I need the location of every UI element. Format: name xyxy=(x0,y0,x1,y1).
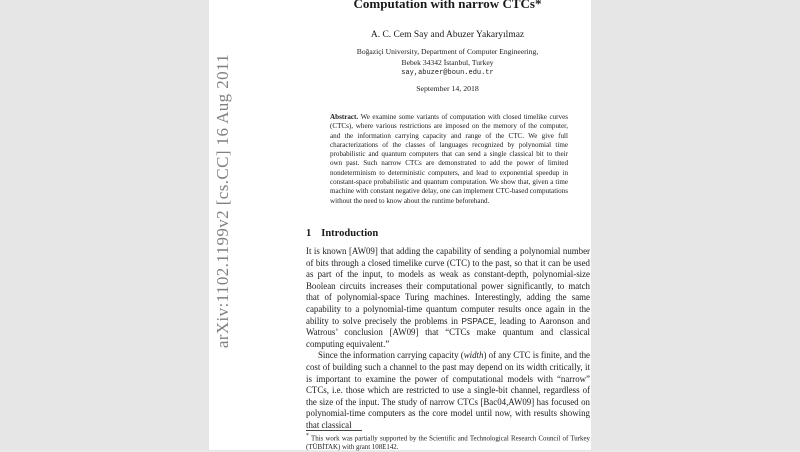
arxiv-stamp-text: arXiv:1102.1199v2 [cs.CC] 16 Aug 2011 xyxy=(213,53,232,349)
abstract xyxy=(330,113,568,206)
paragraph-2-text-end: ) of any CTC is finite, and the cost of building such a channel to the past may depend on its width critically, it is important to examine the power of computational models with “narrow” CTCs, i.e. those which are restricted to use a single-bit channel, regardless of the size of the input. The study of narrow CTCs [Bac04,AW09] has focused on polynomial-time computers as the core model until now, with results showing that classical xyxy=(306,350,590,430)
arxiv-stamp xyxy=(213,53,232,349)
footnote-text: This work was partially supported by the Scientific and Technological Research Council of Turkey (TÜBİTAK) with grant 108E142. xyxy=(306,435,590,452)
footnote-mark: * xyxy=(306,433,309,439)
paper-title: Computation with narrow CTCs* xyxy=(353,0,542,11)
paragraph-1 xyxy=(306,246,590,350)
paragraph-1-text: It is known [AW09] that adding the capability of sending a polynomial number of bits through a closed timelike curve (CTC) to the past, so that it can be used as part of the input, to models as weak as constant-depth, polynomial-size Boolean circuits increases their computational power significantly, to match that of polynomial-space Turing machines. Interestingly, adding the same capability to a polynomial-time quantum computer results once again in the ability to solve precisely the problems in xyxy=(306,246,590,326)
author-email: say,abuzer@boun.edu.tr xyxy=(401,69,494,77)
affiliation xyxy=(305,47,590,79)
section-heading xyxy=(306,228,378,239)
pspace-class: PSPACE xyxy=(461,316,495,326)
affiliation-line-2: Bebek 34342 İstanbul, Turkey xyxy=(401,57,494,67)
width-term: width xyxy=(463,350,484,361)
viewer-margin-right xyxy=(591,0,800,450)
section-number: 1 xyxy=(306,228,312,239)
footnote-rule xyxy=(306,430,362,431)
footnote xyxy=(306,432,590,452)
paper-authors: A. C. Cem Say and Abuzer Yakaryılmaz xyxy=(370,30,525,40)
affiliation-line-1: Boğaziçi University, Department of Computer Engineering, xyxy=(356,47,539,56)
abstract-text: We examine some variants of computation with closed timelike curves (CTCs), where various restrictions are imposed on the memory of the computer, and the information carrying capacity and range of the CTC. We give full characterizations of the classes of languages recognized by polynomial time probabilistic and quantum computers that can send a single classical bit to their own past. Such narrow CTCs are demonstrated to add the power of limited nondeterminism to deterministic computers, and lead to exponential speedup in constant-space probabilistic and quantum computation. We show that, given a time machine with constant negative delay, one can implement CTC-based computations without the need to know about the runtime beforehand. xyxy=(330,113,568,205)
paper-date: September 14, 2018 xyxy=(416,84,479,93)
section-title: Introduction xyxy=(321,228,379,239)
paragraph-2-text: Since the information carrying capacity ( xyxy=(318,350,464,361)
body-text xyxy=(306,246,590,432)
abstract-label: Abstract. xyxy=(330,113,359,121)
paragraph-1-text-end: , leading to Aaronson and Watrous’ conclusion [AW09] that “CTCs make quantum and classical computing equivalent.” xyxy=(306,315,591,349)
viewer-margin-left xyxy=(0,0,209,450)
paragraph-2 xyxy=(306,350,590,431)
